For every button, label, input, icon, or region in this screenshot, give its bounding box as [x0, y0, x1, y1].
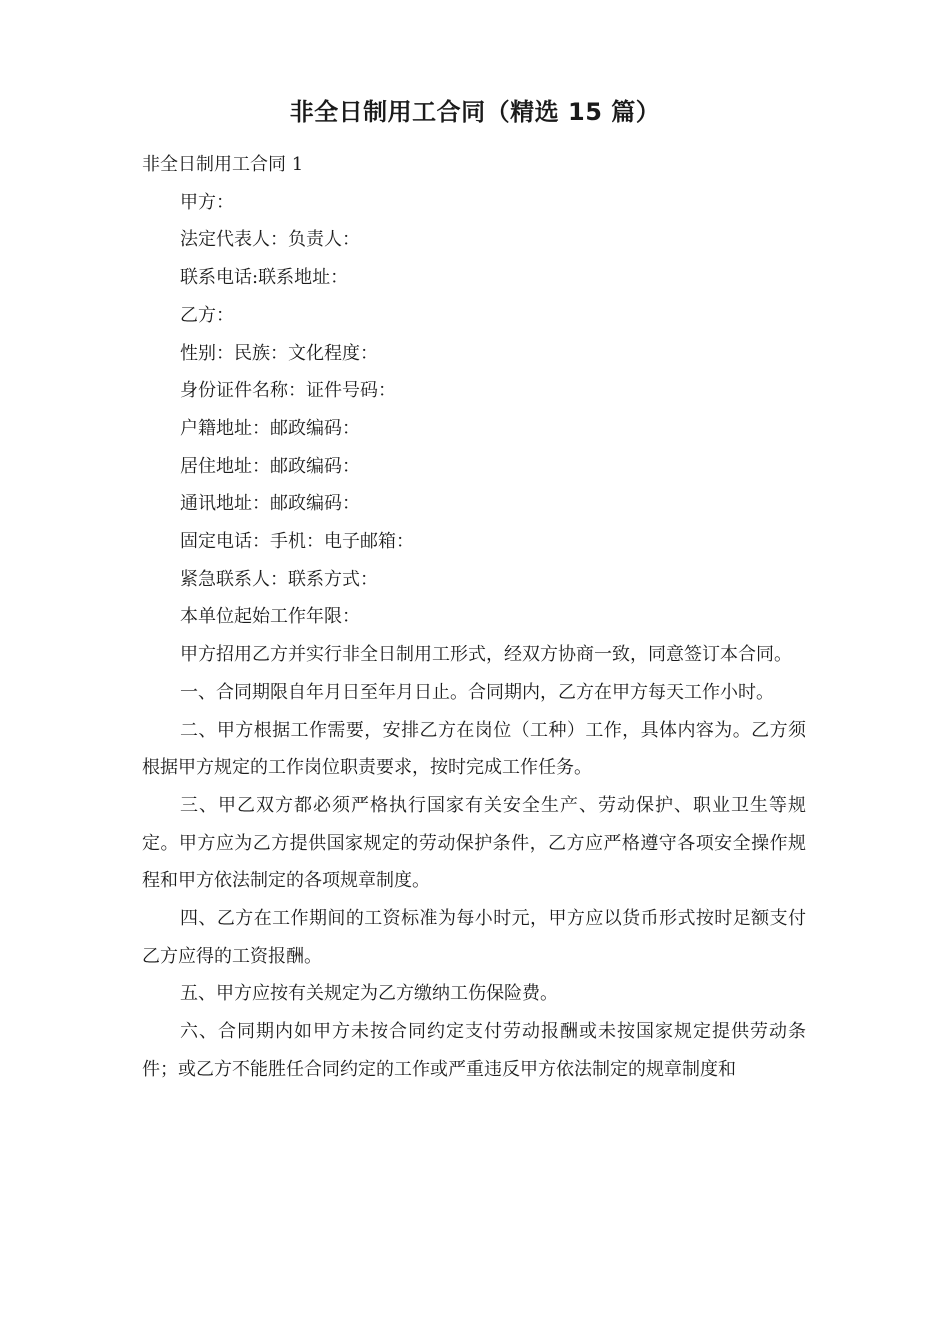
field-gender-ethnicity-education: 性别：民族：文化程度： [180, 342, 378, 364]
field-mailing-address: 通讯地址：邮政编码： [180, 493, 360, 515]
document-body [142, 146, 806, 1089]
field-household-address: 户籍地址：邮政编码： [180, 417, 360, 439]
paragraph-clause-6: 六、合同期内如甲方未按合同约定支付劳动报酬或未按国家规定提供劳动条件；或乙方不能胜任合同约定的工作或严重违反甲方依法制定的规章制度和 [142, 1021, 806, 1080]
paragraph-clause-1: 一、合同期限自年月日至年月日止。合同期内，乙方在甲方每天工作小时。 [180, 681, 774, 703]
paragraph-preamble: 甲方招用乙方并实行非全日制用工形式，经双方协商一致，同意签订本合同。 [180, 644, 792, 666]
paragraph-clause-3: 三、甲乙双方都必须严格执行国家有关安全生产、劳动保护、职业卫生等规定。甲方应为乙方提供国家规定的劳动保护条件，乙方应严格遵守各项安全操作规程和甲方依法制定的各项规章制度。 [142, 794, 806, 892]
field-emergency-contact: 紧急联系人：联系方式： [180, 568, 378, 590]
field-residence-address: 居住地址：邮政编码： [180, 455, 360, 477]
field-work-start-years: 本单位起始工作年限： [180, 606, 360, 628]
field-id-document: 身份证件名称：证件号码： [180, 380, 396, 402]
field-legal-representative: 法定代表人：负责人： [180, 229, 360, 251]
field-party-b: 乙方： [180, 304, 234, 326]
document-title: 非全日制用工合同（精选 15 篇） [289, 98, 661, 126]
field-party-a-contact: 联系电话:联系地址： [180, 267, 349, 289]
field-phone-email: 固定电话：手机：电子邮箱： [180, 531, 414, 553]
field-party-a: 甲方： [180, 191, 234, 213]
section-heading: 非全日制用工合同 1 [142, 154, 304, 175]
paragraph-clause-5: 五、甲方应按有关规定为乙方缴纳工伤保险费。 [180, 983, 558, 1005]
paragraph-clause-4: 四、乙方在工作期间的工资标准为每小时元，甲方应以货币形式按时足额支付乙方应得的工资报酬。 [142, 908, 806, 967]
paragraph-clause-2: 二、甲方根据工作需要，安排乙方在岗位（工种）工作，具体内容为。乙方须根据甲方规定的工作岗位职责要求，按时完成工作任务。 [142, 719, 806, 779]
